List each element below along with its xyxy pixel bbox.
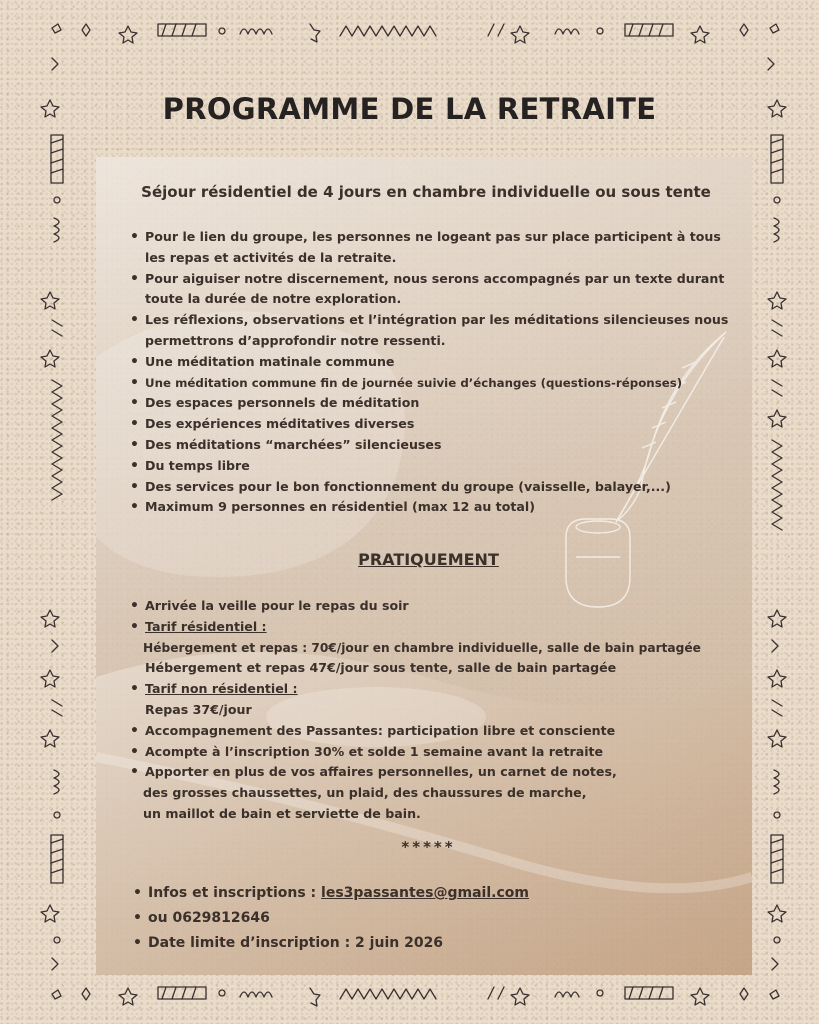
list-item: • Accompagnement des Passantes: participation libre et consciente [130, 721, 730, 742]
section-title-pratiquement: PRATIQUEMENT [358, 550, 499, 569]
list-item: • Pour le lien du groupe, les personnes ne logeant pas sur place participent à tous les repas et activités de la retraite. [130, 227, 730, 269]
practical-list [130, 596, 730, 825]
page-title: PROGRAMME DE LA RETRAITE [162, 92, 657, 126]
subtitle: Séjour résidentiel de 4 jours en chambre individuelle ou sous tente [141, 183, 711, 201]
list-item: • Maximum 9 personnes en résidentiel (max 12 au total) [130, 497, 730, 518]
list-item: • Les réflexions, observations et l’intégration par les méditations silencieuses nous permettrons d’approfondir notre ressenti. [130, 310, 730, 352]
list-item: • Des méditations “marchées” silencieuses [130, 435, 730, 456]
list-item: • Apporter en plus de vos affaires personnelles, un carnet de notes, [130, 762, 730, 783]
list-item: • Des espaces personnels de méditation [130, 393, 730, 414]
tarif-non-residentiel-label: • Tarif non résidentiel : [130, 679, 730, 700]
email-link[interactable]: les3passantes@gmail.com [321, 885, 529, 901]
list-item: • Des expériences méditatives diverses [130, 414, 730, 435]
list-item: • Pour aiguiser notre discernement, nous serons accompagnés par un texte durant toute la durée de notre exploration. [130, 269, 730, 311]
contact-infos [133, 881, 733, 906]
deadline: • Date limite d’inscription : 2 juin 2026 [133, 931, 733, 956]
contact-list [133, 881, 733, 956]
program-list [130, 227, 730, 518]
list-item: • Acompte à l’inscription 30% et solde 1 semaine avant la retraite [130, 742, 730, 763]
list-item: un maillot de bain et serviette de bain. [143, 805, 421, 821]
list-item: Hébergement et repas : 70€/jour en chambre individuelle, salle de bain partagée [143, 640, 701, 655]
list-item: • Une méditation commune fin de journée suivie d’échanges (questions-réponses) [130, 373, 730, 394]
list-item: des grosses chaussettes, un plaid, des chaussures de marche, [143, 785, 587, 801]
tarif-residentiel-label: • Tarif résidentiel : [130, 617, 730, 638]
infos-label: Infos et inscriptions : [148, 885, 322, 901]
list-item: • Des services pour le bon fonctionnement du groupe (vaisselle, balayer,...) [130, 477, 730, 498]
list-item: • Du temps libre [130, 456, 730, 477]
list-item: Repas 37€/jour [145, 701, 252, 717]
list-item: • Une méditation matinale commune [130, 352, 730, 373]
contact-phone: • ou 0629812646 [133, 906, 733, 931]
stars-separator: ***** [401, 838, 456, 856]
list-item: • Arrivée la veille pour le repas du soir [130, 596, 730, 617]
list-item: Hébergement et repas 47€/jour sous tente, salle de bain partagée [145, 660, 617, 676]
